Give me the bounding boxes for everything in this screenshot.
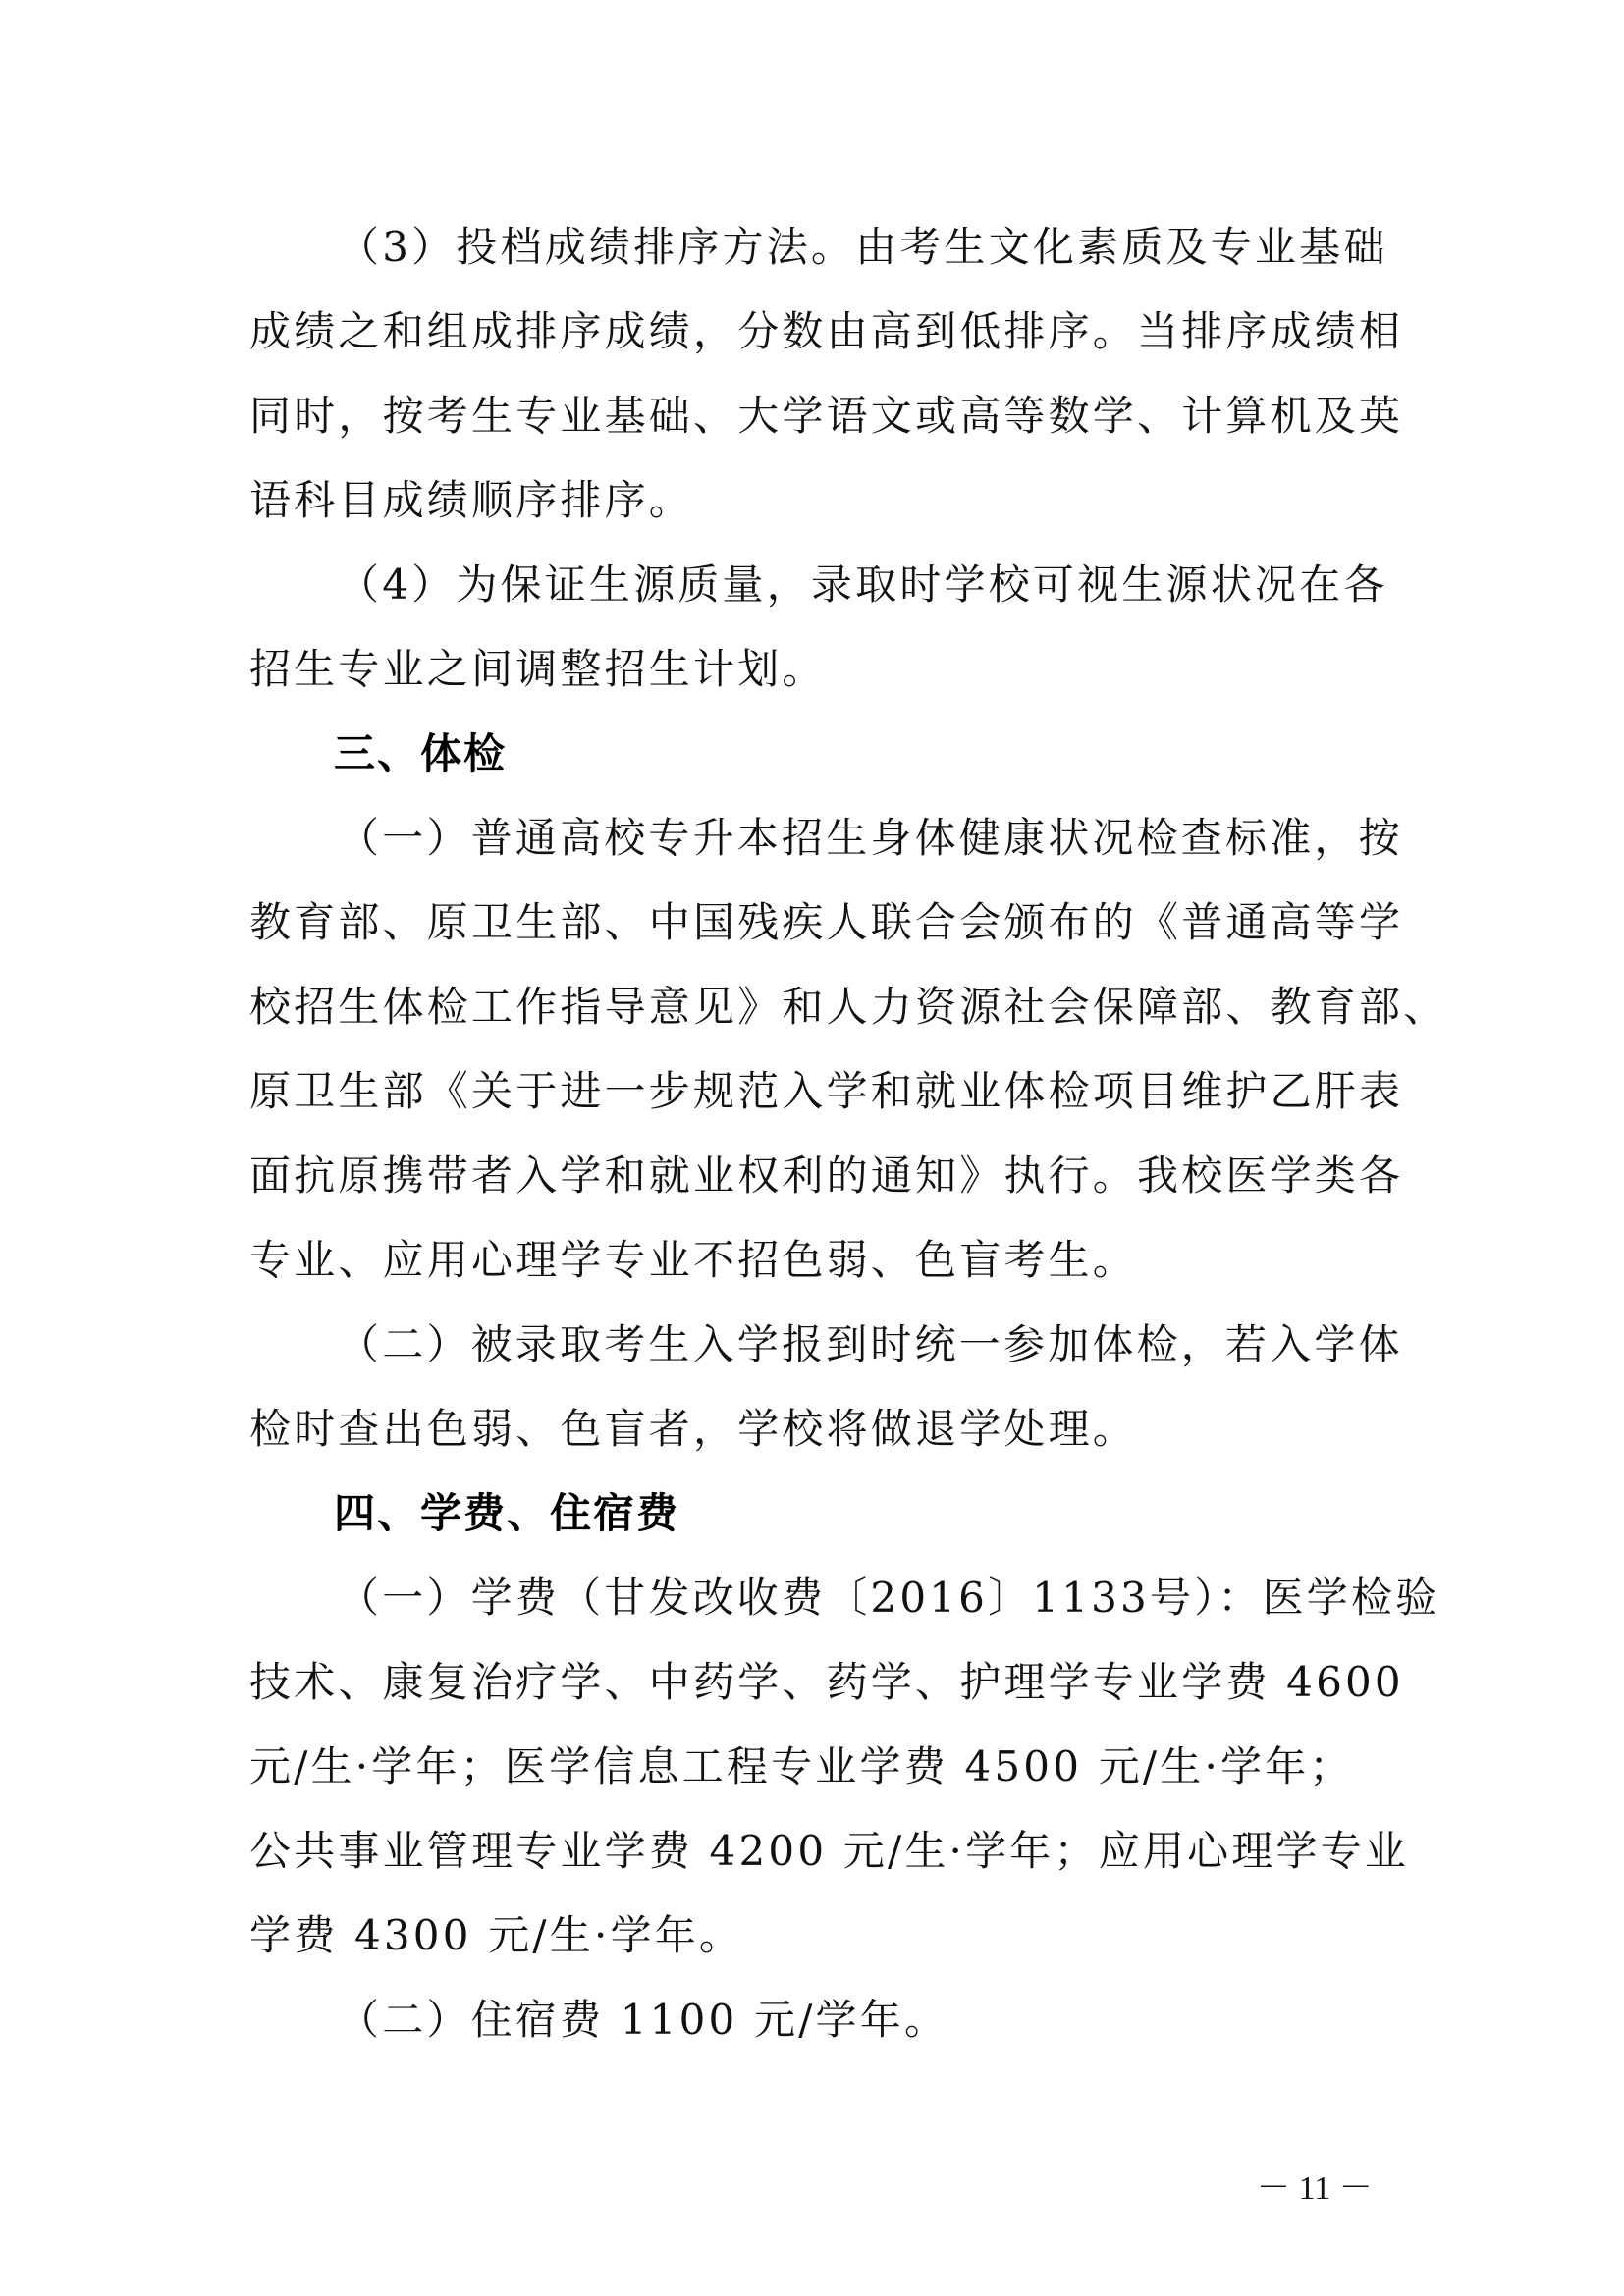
page-number: － 11 － [1257,2170,1373,2207]
tuition-para-line-2: 技术、康复治疗学、中药学、药学、护理学专业学费 4600 [249,1658,1404,1706]
accommodation-fee-line: （二）住宿费 1100 元/学年。 [338,1996,949,2044]
tuition-para-line-5: 学费 4300 元/生·学年。 [249,1911,744,1959]
exam-para-1-line-5: 面抗原携带者入学和就业权利的通知》执行。我校医学类各 [249,1151,1404,1200]
paragraph-3-line-2: 成绩之和组成排序成绩，分数由高到低排序。当排序成绩相 [249,307,1404,355]
tuition-para-line-1: （一）学费（甘发改收费〔2016〕1133号）：医学检验 [338,1574,1440,1622]
tuition-para-line-3: 元/生·学年；医学信息工程专业学费 4500 元/生·学年； [249,1742,1354,1790]
exam-para-1-line-2: 教育部、原卫生部、中国残疾人联合会颁布的《普通高等学 [249,898,1404,946]
exam-para-2-line-1: （二）被录取考生入学报到时统一参加体检，若入学体 [338,1320,1403,1368]
paragraph-3-line-3: 同时，按考生专业基础、大学语文或高等数学、计算机及英 [249,392,1404,440]
tuition-para-line-4: 公共事业管理专业学费 4200 元/生·学年；应用心理学专业 [249,1827,1410,1875]
exam-para-1-line-3: 校招生体检工作指导意见》和人力资源社会保障部、教育部、 [249,983,1448,1031]
section-heading-fees: 四、学费、住宿费 [334,1489,680,1537]
section-heading-physical-exam: 三、体检 [334,729,508,777]
paragraph-4-line-1: （4）为保证生源质量，录取时学校可视生源状况在各 [338,561,1388,609]
exam-para-2-line-2: 检时查出色弱、色盲者，学校将做退学处理。 [249,1405,1138,1453]
paragraph-3-line-1: （3）投档成绩排序方法。由考生文化素质及专业基础 [338,223,1388,271]
exam-para-1-line-6: 专业、应用心理学专业不招色弱、色盲考生。 [249,1236,1138,1284]
exam-para-1-line-1: （一）普通高校专升本招生身体健康状况检查标准，按 [338,814,1403,862]
exam-para-1-line-4: 原卫生部《关于进一步规范入学和就业体检项目维护乙肝表 [249,1067,1404,1115]
paragraph-3-line-4: 语科目成绩顺序排序。 [249,476,694,524]
paragraph-4-line-2: 招生专业之间调整招生计划。 [249,645,827,693]
